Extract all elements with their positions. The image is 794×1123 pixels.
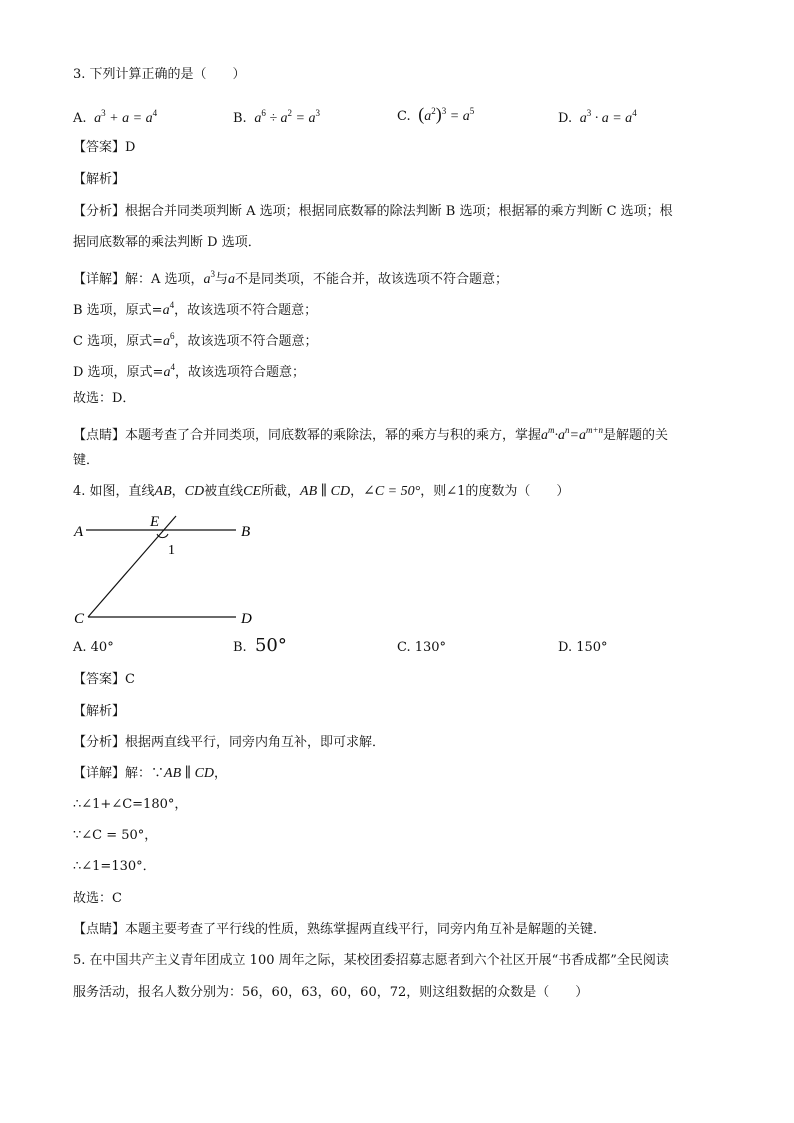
- q5-stem-line1: 5. 在中国共产主义青年团成立 100 周年之际，某校团委招募志愿者到六个社区开展“书香成都”全民阅读: [73, 953, 669, 968]
- q4-option-c: C. 130°: [397, 640, 447, 655]
- q4-option-a: A. 40°: [73, 640, 114, 655]
- q4-step3: ∴∠1=130°．: [73, 859, 156, 874]
- q4-stem: 4. 如图，直线AB，CD被直线CE所截，AB ∥ CD，∠C = 50°，则∠1的度数为（ ）: [73, 484, 570, 499]
- q4-option-b: B. 50°: [233, 635, 287, 656]
- q4-choose: 故选：C: [73, 891, 122, 906]
- q4-fenxi: 【分析】根据两直线平行，同旁内角互补，即可求解．: [73, 735, 386, 750]
- q3-answer: 【答案】D: [73, 140, 136, 155]
- q3-analysis-heading: 【解析】: [73, 172, 126, 187]
- q4-detail: 【详解】解：∵AB ∥ CD，: [73, 766, 228, 781]
- q3-option-d: D. $a^3 \cdot a = a^4$: [558, 108, 637, 126]
- q4-option-d: D. 150°: [558, 640, 608, 655]
- q3-fenxi-line2: 据同底数幂的乘法判断 D 选项．: [73, 235, 261, 250]
- line-ce: [88, 516, 176, 617]
- q3-option-a: A. $a^3 + a = a^4$: [73, 108, 158, 126]
- label-e: E: [150, 514, 160, 530]
- q3-dianjing-line1: 【点睛】本题考查了合并同类项，同底数幂的乘除法，幂的乘方与积的乘方，掌握$a^m\cdot a^n=a^{m+n}$是解题的关: [73, 425, 669, 443]
- q3-detail-c: C 选项，原式$=a^6$，故该选项不符合题意；: [73, 331, 318, 349]
- label-c: C: [74, 611, 85, 627]
- q3-fenxi-line1: 【分析】根据合并同类项判断 A 选项；根据同底数幂的除法判断 B 选项；根据幂的乘方判断 C 选项；根: [73, 204, 673, 219]
- label-1: 1: [168, 543, 175, 558]
- q4-dianjing: 【点睛】本题主要考查了平行线的性质，熟练掌握两直线平行，同旁内角互补是解题的关键．: [73, 922, 607, 937]
- q4-step1: ∴∠1+∠C=180°，: [73, 797, 188, 812]
- q5-stem-line2: 服务活动，报名人数分别为：56，60，63，60，60，72，则这组数据的众数是（ ）: [73, 985, 589, 1000]
- q3-dianjing-line2: 键．: [73, 453, 100, 468]
- q4-figure: [60, 508, 280, 630]
- q3-option-c: C. $(a^2)^3 = a^5$: [397, 104, 475, 124]
- q4-analysis-heading: 【解析】: [73, 704, 126, 719]
- label-d: D: [241, 611, 252, 627]
- angle-arc: [157, 534, 168, 538]
- q3-detail-d: D 选项，原式$=a^4$，故该选项符合题意；: [73, 362, 305, 380]
- q4-answer: 【答案】C: [73, 672, 135, 687]
- q3-stem: 3. 下列计算正确的是（ ）: [73, 67, 246, 82]
- q3-detail-a: 【详解】解：A 选项，$a^3$与a不是同类项，不能合并，故该选项不符合题意；: [73, 269, 509, 287]
- q3-detail-b: B 选项，原式$=a^4$，故该选项不符合题意；: [73, 300, 318, 318]
- q3-option-b: B. $a^6 \div a^2 = a^3$: [233, 108, 320, 126]
- label-a: A: [74, 524, 84, 540]
- label-b: B: [241, 524, 251, 540]
- q3-choose: 故选：D．: [73, 391, 136, 406]
- q4-step2: ∵∠C = 50°，: [73, 828, 158, 843]
